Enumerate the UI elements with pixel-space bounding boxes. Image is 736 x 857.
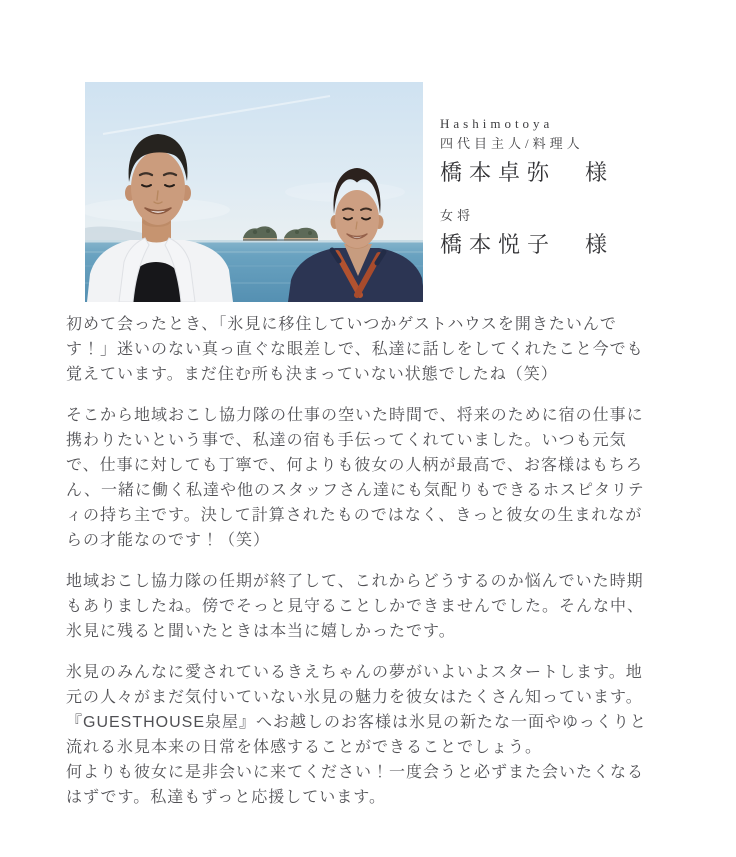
paragraph bbox=[66, 403, 656, 553]
paragraph-line: 何よりも彼女に是非会いに来てください！一度会うと必ずまた会いたくなるはずです。私達もずっと応援しています。 bbox=[66, 764, 645, 806]
recommendation-text bbox=[66, 312, 656, 810]
inn-name-romaji: Hashimotoya bbox=[440, 116, 554, 131]
paragraph-line: 地域おこし協力隊の任期が終了して、これからどうするのか悩んでいた時期もありましたね。傍でそっと見守ることしかできませんでした。そんな中、氷見に残ると聞いたときは本当に嬉しかったです。 bbox=[66, 573, 645, 640]
name-owner: 橋本卓弥 様 bbox=[440, 160, 615, 185]
paragraph-line: 氷見のみんなに愛されているきえちゃんの夢がいよいよスタートします。地元の人々がまだ気付いていない氷見の魅力を彼女はたくさん知っています。 bbox=[66, 664, 643, 706]
paragraph-line: 初めて会ったとき、「氷見に移住していつかゲストハウスを開きたいんです！」迷いのない真っ直ぐな眼差しで、私達に話しをしてくれたこと今でも覚えています。まだ住む所も決まっていない状態でしたね（笑） bbox=[66, 316, 644, 383]
paragraph bbox=[66, 569, 656, 644]
title-owner-chef: 四代目主人/料理人 bbox=[440, 136, 584, 151]
couple-photo-graphic bbox=[85, 82, 423, 302]
paragraph bbox=[66, 660, 656, 810]
name-okami: 橋本悦子 様 bbox=[440, 232, 615, 257]
couple-photo bbox=[85, 82, 423, 302]
title-okami: 女将 bbox=[440, 208, 475, 223]
paragraph bbox=[66, 312, 656, 387]
profile-block bbox=[440, 117, 614, 260]
paragraph-line: 『GUESTHOUSE泉屋』へお越しのお客様は氷見の新たな一面やゆっくりと流れる氷見本来の日常を体感することができることでしょう。 bbox=[66, 714, 647, 756]
paragraph-line: そこから地域おこし協力隊の仕事の空いた時間で、将来のために宿の仕事に携わりたいという事で、私達の宿も手伝ってくれていました。いつも元気で、仕事に対しても丁寧で、何よりも彼女の人柄が最高で、お客様はもちろん、一緒に働く私達や他のスタッフさん達にも気配りもできるホスピタリティの持ち主です。決して計算されたものではなく、きっと彼女の生まれながらの才能なのです！（笑） bbox=[66, 407, 645, 549]
